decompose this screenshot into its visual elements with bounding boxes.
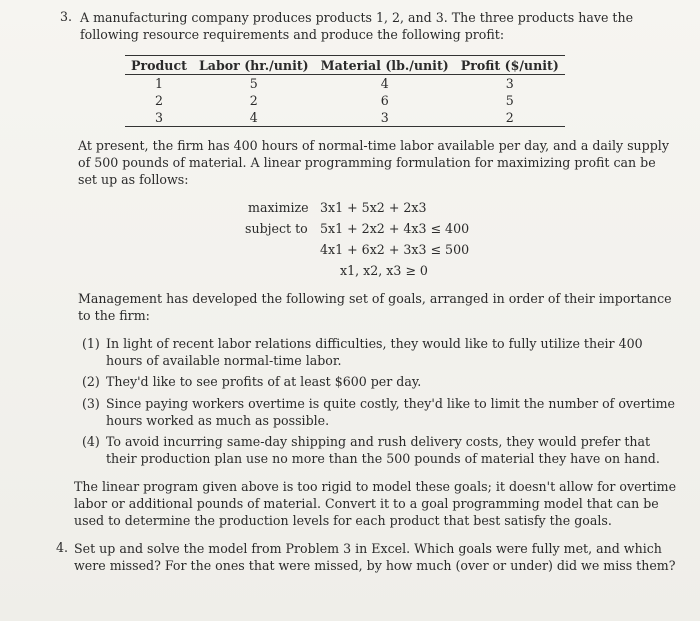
cell: 3 — [380, 110, 389, 125]
maximize-label: maximize — [248, 200, 309, 215]
q3-intro-line-1: A manufacturing company produces products 1, 2, and 3. The three products have the — [80, 10, 634, 25]
goal-2-number: (2) — [82, 374, 100, 389]
present-line-3: set up as follows: — [78, 172, 189, 187]
closing-line-2: labor or additional pounds of material. Convert it to a goal programming model that can be — [74, 496, 659, 511]
lp-constraint-2: 4x1 + 6x2 + 3x3 ≤ 500 — [320, 242, 470, 257]
subject-to-label: subject to — [245, 221, 308, 236]
header-material: Material (lb./unit) — [320, 58, 449, 73]
cell: 2 — [249, 93, 258, 108]
goal-4-line-1: To avoid incurring same-day shipping and rush delivery costs, they would prefer that — [106, 434, 651, 449]
cell: 1 — [154, 76, 163, 91]
header-labor: Labor (hr./unit) — [198, 58, 309, 73]
question-3-number: 3. — [60, 9, 73, 24]
management-line-1: Management has developed the following set of goals, arranged in order of their importance — [78, 291, 672, 306]
table-row — [125, 109, 565, 127]
cell: 5 — [249, 76, 258, 91]
table-header-row — [125, 56, 565, 75]
management-line-2: to the firm: — [78, 308, 150, 323]
cell: 2 — [505, 110, 514, 125]
cell: 2 — [154, 93, 163, 108]
goal-1-number: (1) — [82, 336, 100, 351]
closing-line-3: used to determine the production levels for each product that best satisfy the goals. — [74, 513, 612, 528]
cell: 3 — [505, 76, 514, 91]
cell: 5 — [505, 93, 514, 108]
goal-3-line-2: hours worked as much as possible. — [106, 413, 330, 428]
q4-line-2: were missed? For the ones that were missed, by how much (over or under) did we miss them? — [74, 558, 676, 573]
header-profit: Profit ($/unit) — [460, 58, 559, 73]
table-row — [125, 75, 565, 93]
present-line-2: of 500 pounds of material. A linear programming formulation for maximizing profit can be — [78, 155, 656, 170]
table-row — [125, 92, 565, 109]
goal-1-line-2: hours of available normal-time labor. — [106, 353, 342, 368]
closing-line-1: The linear program given above is too rigid to model these goals; it doesn't allow for overtime — [74, 479, 677, 494]
cell: 4 — [380, 76, 389, 91]
cell: 4 — [249, 110, 258, 125]
lp-objective: 3x1 + 5x2 + 2x3 — [320, 200, 427, 215]
cell: 6 — [380, 93, 389, 108]
goal-3-number: (3) — [82, 396, 100, 411]
cell: 3 — [154, 110, 163, 125]
goal-2-line-1: They'd like to see profits of at least $600 per day. — [106, 374, 422, 389]
resource-table — [125, 55, 565, 127]
header-product: Product — [131, 58, 187, 73]
q3-intro-line-2: following resource requirements and produce the following profit: — [80, 27, 505, 42]
question-4-number: 4. — [56, 540, 69, 555]
goal-4-number: (4) — [82, 434, 100, 449]
present-line-1: At present, the firm has 400 hours of normal-time labor available per day, and a daily supply — [78, 138, 669, 153]
lp-nonnegativity: x1, x2, x3 ≥ 0 — [340, 263, 428, 278]
q4-line-1: Set up and solve the model from Problem 3 in Excel. Which goals were fully met, and which — [74, 541, 662, 556]
goal-1-line-1: In light of recent labor relations difficulties, they would like to fully utilize their 400 — [106, 336, 643, 351]
lp-constraint-1: 5x1 + 2x2 + 4x3 ≤ 400 — [320, 221, 470, 236]
goal-4-line-2: their production plan use no more than the 500 pounds of material they have on hand. — [106, 451, 660, 466]
goal-3-line-1: Since paying workers overtime is quite costly, they'd like to limit the number of overtime — [106, 396, 675, 411]
